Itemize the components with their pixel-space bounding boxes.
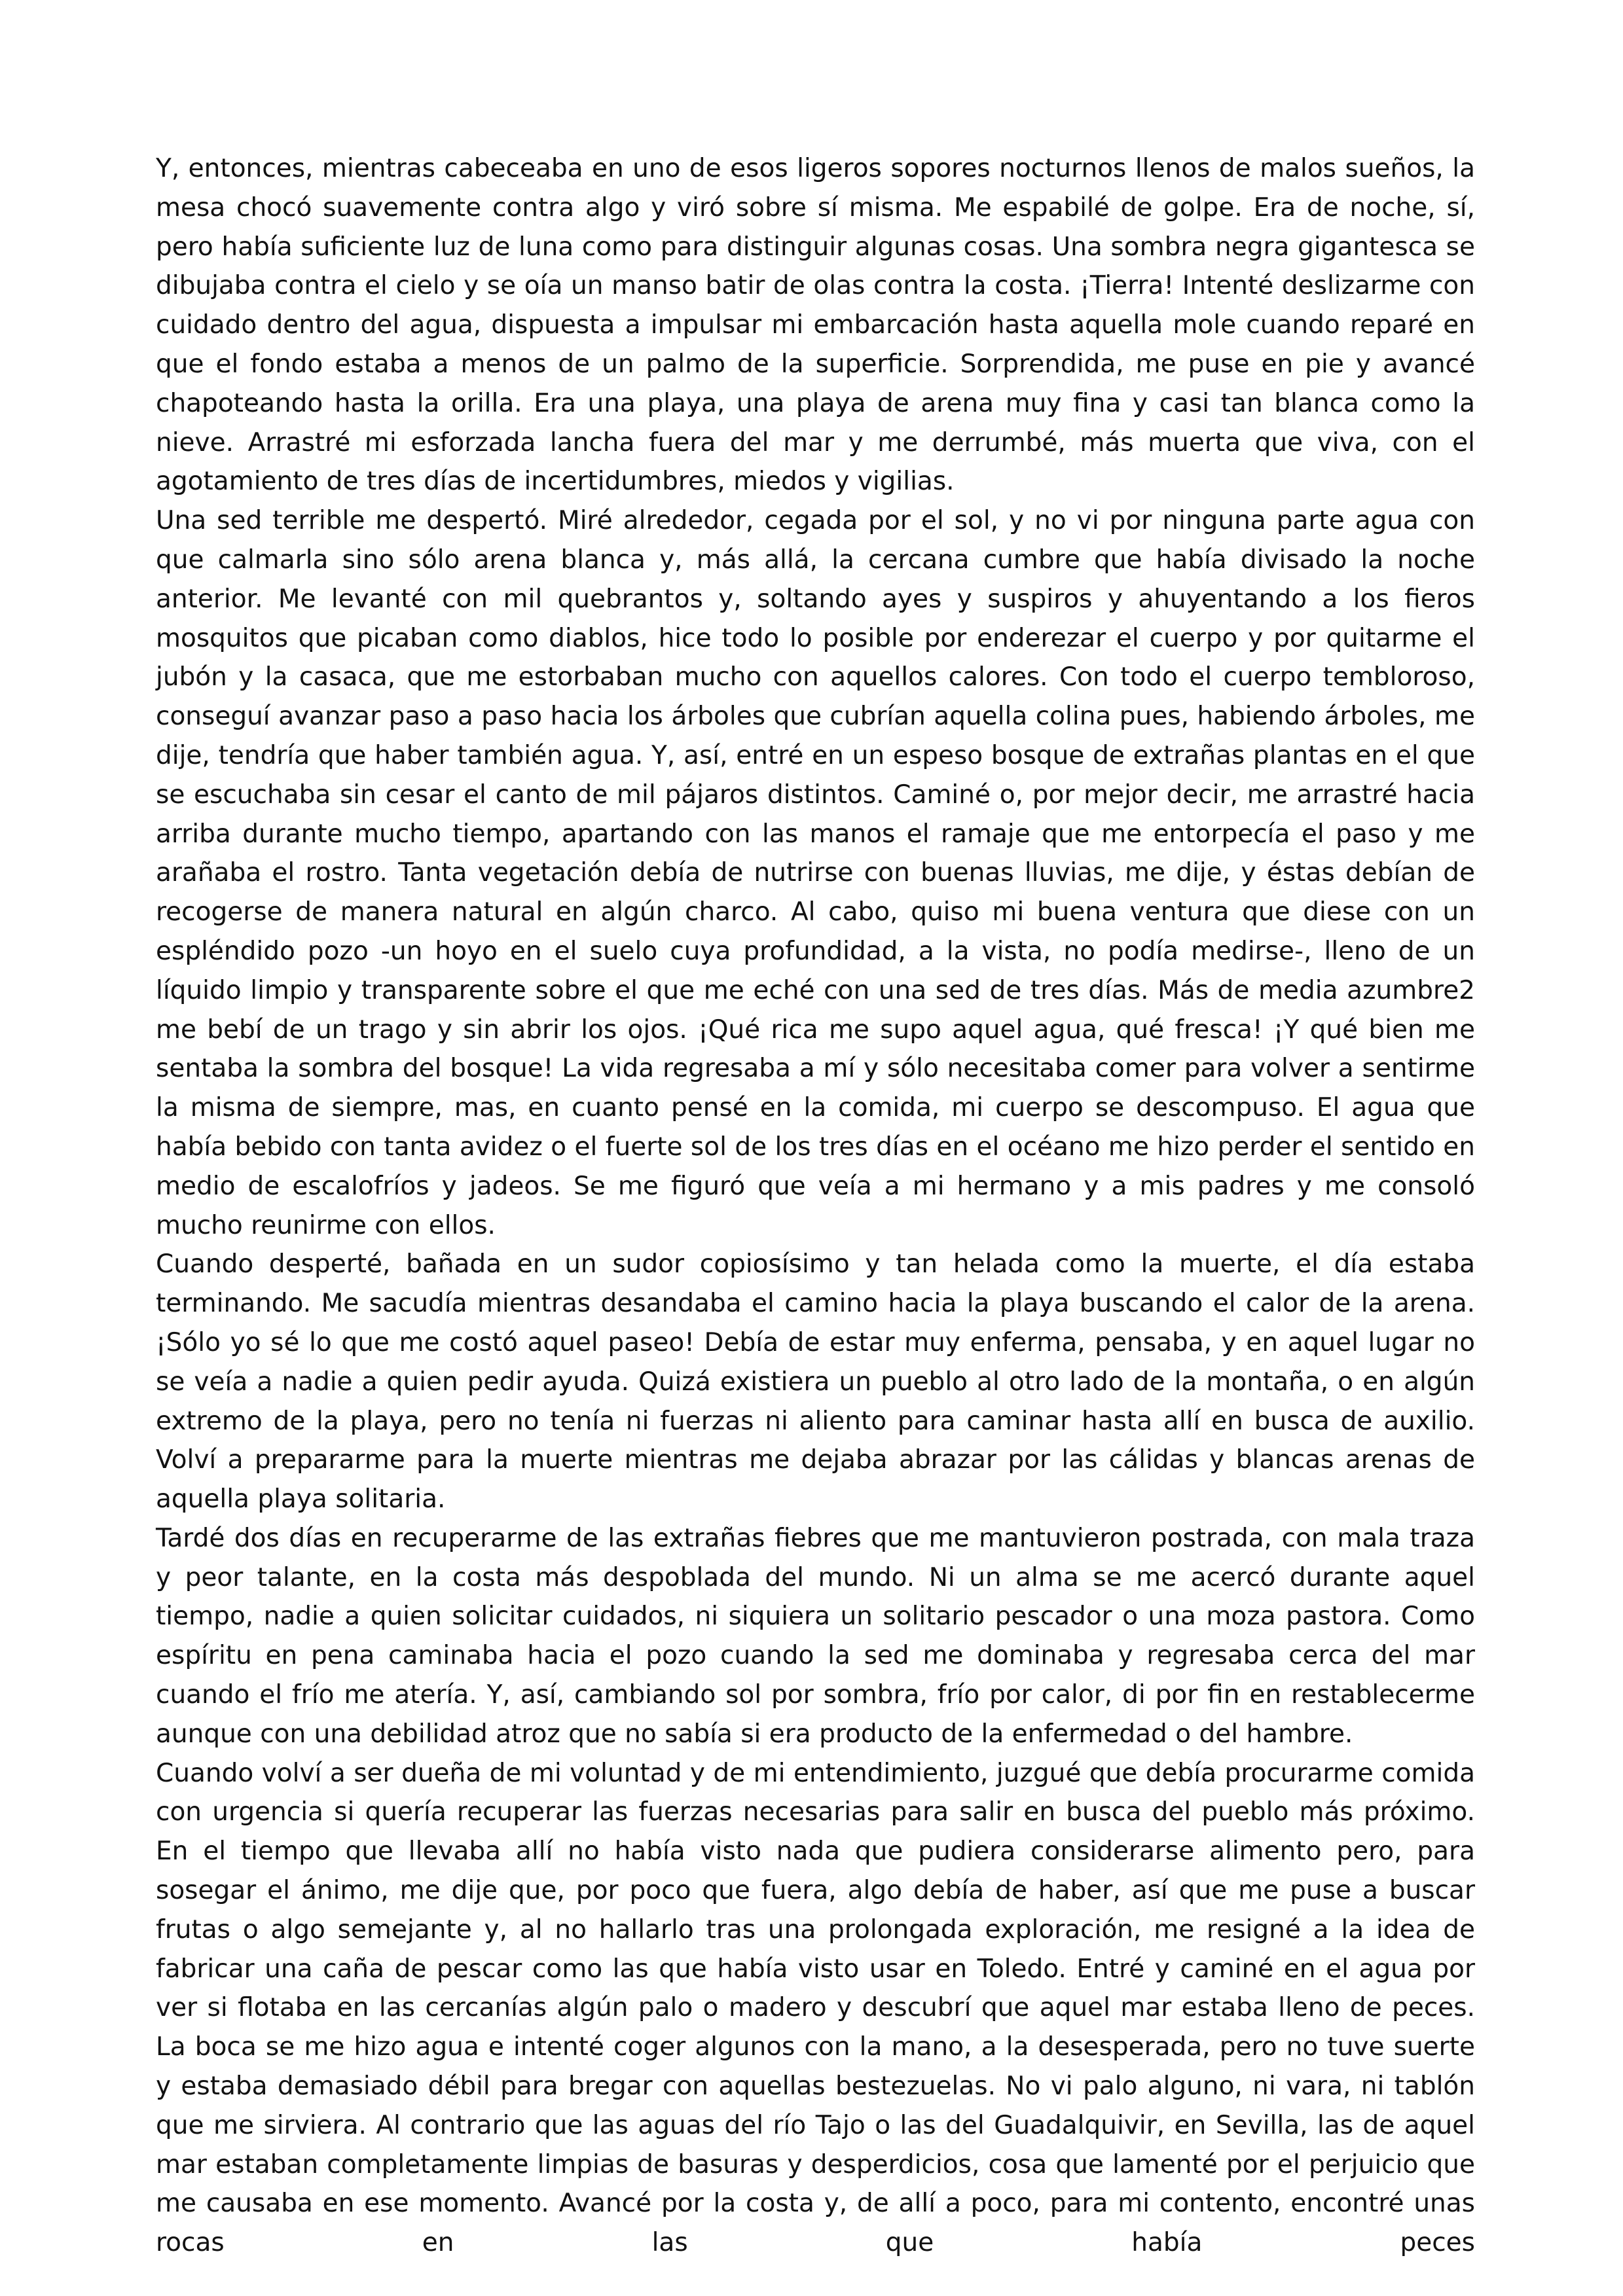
paragraph-5: Cuando volví a ser dueña de mi voluntad y de mi entendimiento, juzgué que debía procurarme comida con urgencia si quería recuperar las fuerzas necesarias para salir en busca del pueblo más próximo. En el tiempo que llevaba allí no había visto nada que pudiera considerarse alimento pero, para sosegar el ánimo, me dije que, por poco que fuera, algo debía de haber, así que me puse a buscar frutas o algo semejante y, al no hallarlo tras una prolongada exploración, me resigné a la idea de fabricar una caña de pescar como las que había visto usar en Toledo. Entré y caminé en el agua por ver si flotaba en las cercanías algún palo o madero y descubrí que aquel mar estaba lleno de peces. La boca se me hizo agua e intenté coger algunos con la mano, a la desesperada, pero no tuve suerte y estaba demasiado débil para bregar con aquellas bestezuelas. No vi palo alguno, ni vara, ni tablón que me sirviera. Al contrario que las aguas del río Tajo o las del Guadalquivir, en Sevilla, las de aquel mar estaban completamente limpias de basuras y desperdicios, cosa que lamenté por el perjuicio que me causaba en ese momento. Avancé por la costa y, de allí a poco, para mi contento, encontré unas rocas en las que había peces	[156, 1758, 1475, 2258]
paragraph-3: Cuando desperté, bañada en un sudor copiosísimo y tan helada como la muerte, el día estaba terminando. Me sacudía mientras desandaba el camino hacia la playa buscando el calor de la arena. ¡Sólo yo sé lo que me costó aquel paseo! Debía de estar muy enferma, pensaba, y en aquel lugar no se veía a nadie a quien pedir ayuda. Quizá existiera un pueblo al otro lado de la montaña, o en algún extremo de la playa, pero no tenía ni fuerzas ni aliento para caminar hasta allí en busca de auxilio. Volví a prepararme para la muerte mientras me dejaba abrazar por las cálidas y blancas arenas de aquella playa solitaria.	[156, 1249, 1475, 1515]
paragraph-4: Tardé dos días en recuperarme de las extrañas fiebres que me mantuvieron postrada, con mala traza y peor talante, en la costa más despoblada del mundo. Ni un alma se me acercó durante aquel tiempo, nadie a quien solicitar cuidados, ni siquiera un solitario pescador o una moza pastora. Como espíritu en pena caminaba hacia el pozo cuando la sed me dominaba y regresaba cerca del mar cuando el frío me atería. Y, así, cambiando sol por sombra, frío por calor, di por fin en restablecerme aunque con una debilidad atroz que no sabía si era producto de la enfermedad o del hambre.	[156, 1523, 1475, 1749]
document-page	[156, 149, 1475, 2258]
paragraph-2: Una sed terrible me despertó. Miré alrededor, cegada por el sol, y no vi por ninguna parte agua con que calmarla sino sólo arena blanca y, más allá, la cercana cumbre que había divisado la noche anterior. Me levanté con mil quebrantos y, soltando ayes y suspiros y ahuyentando a los fieros mosquitos que picaban como diablos, hice todo lo posible por enderezar el cuerpo y por quitarme el jubón y la casaca, que me estorbaban mucho con aquellos calores. Con todo el cuerpo tembloroso, conseguí avanzar paso a paso hacia los árboles que cubrían aquella colina pues, habiendo árboles, me dije, tendría que haber también agua. Y, así, entré en un espeso bosque de extrañas plantas en el que se escuchaba sin cesar el canto de mil pájaros distintos. Caminé o, por mejor decir, me arrastré hacia arriba durante mucho tiempo, apartando con las manos el ramaje que me entorpecía el paso y me arañaba el rostro. Tanta vegetación debía de nutrirse con buenas lluvias, me dije, y éstas debían de recogerse de manera natural en algún charco. Al cabo, quiso mi buena ventura que diese con un espléndido pozo -un hoyo en el suelo cuya profundidad, a la vista, no podía medirse-, lleno de un líquido limpio y transparente sobre el que me eché con una sed de tres días. Más de media azumbre2 me bebí de un trago y sin abrir los ojos. ¡Qué rica me supo aquel agua, qué fresca! ¡Y qué bien me sentaba la sombra del bosque! La vida regresaba a mí y sólo necesitaba comer para volver a sentirme la misma de siempre, mas, en cuanto pensé en la comida, mi cuerpo se descompuso. El agua que había bebido con tanta avidez o el fuerte sol de los tres días en el océano me hizo perder el sentido en medio de escalofríos y jadeos. Se me figuró que veía a mi hermano y a mis padres y me consoló mucho reunirme con ellos.	[156, 506, 1475, 1240]
paragraph-1: Y, entonces, mientras cabeceaba en uno de esos ligeros sopores nocturnos llenos de malos sueños, la mesa chocó suavemente contra algo y viró sobre sí misma. Me espabilé de golpe. Era de noche, sí, pero había suficiente luz de luna como para distinguir algunas cosas. Una sombra negra gigantesca se dibujaba contra el cielo y se oía un manso batir de olas contra la costa. ¡Tierra! Intenté deslizarme con cuidado dentro del agua, dispuesta a impulsar mi embarcación hasta aquella mole cuando reparé en que el fondo estaba a menos de un palmo de la superficie. Sorprendida, me puse en pie y avancé chapoteando hasta la orilla. Era una playa, una playa de arena muy fina y casi tan blanca como la nieve. Arrastré mi esforzada lancha fuera del mar y me derrumbé, más muerta que viva, con el agotamiento de tres días de incertidumbres, miedos y vigilias.	[156, 154, 1475, 497]
